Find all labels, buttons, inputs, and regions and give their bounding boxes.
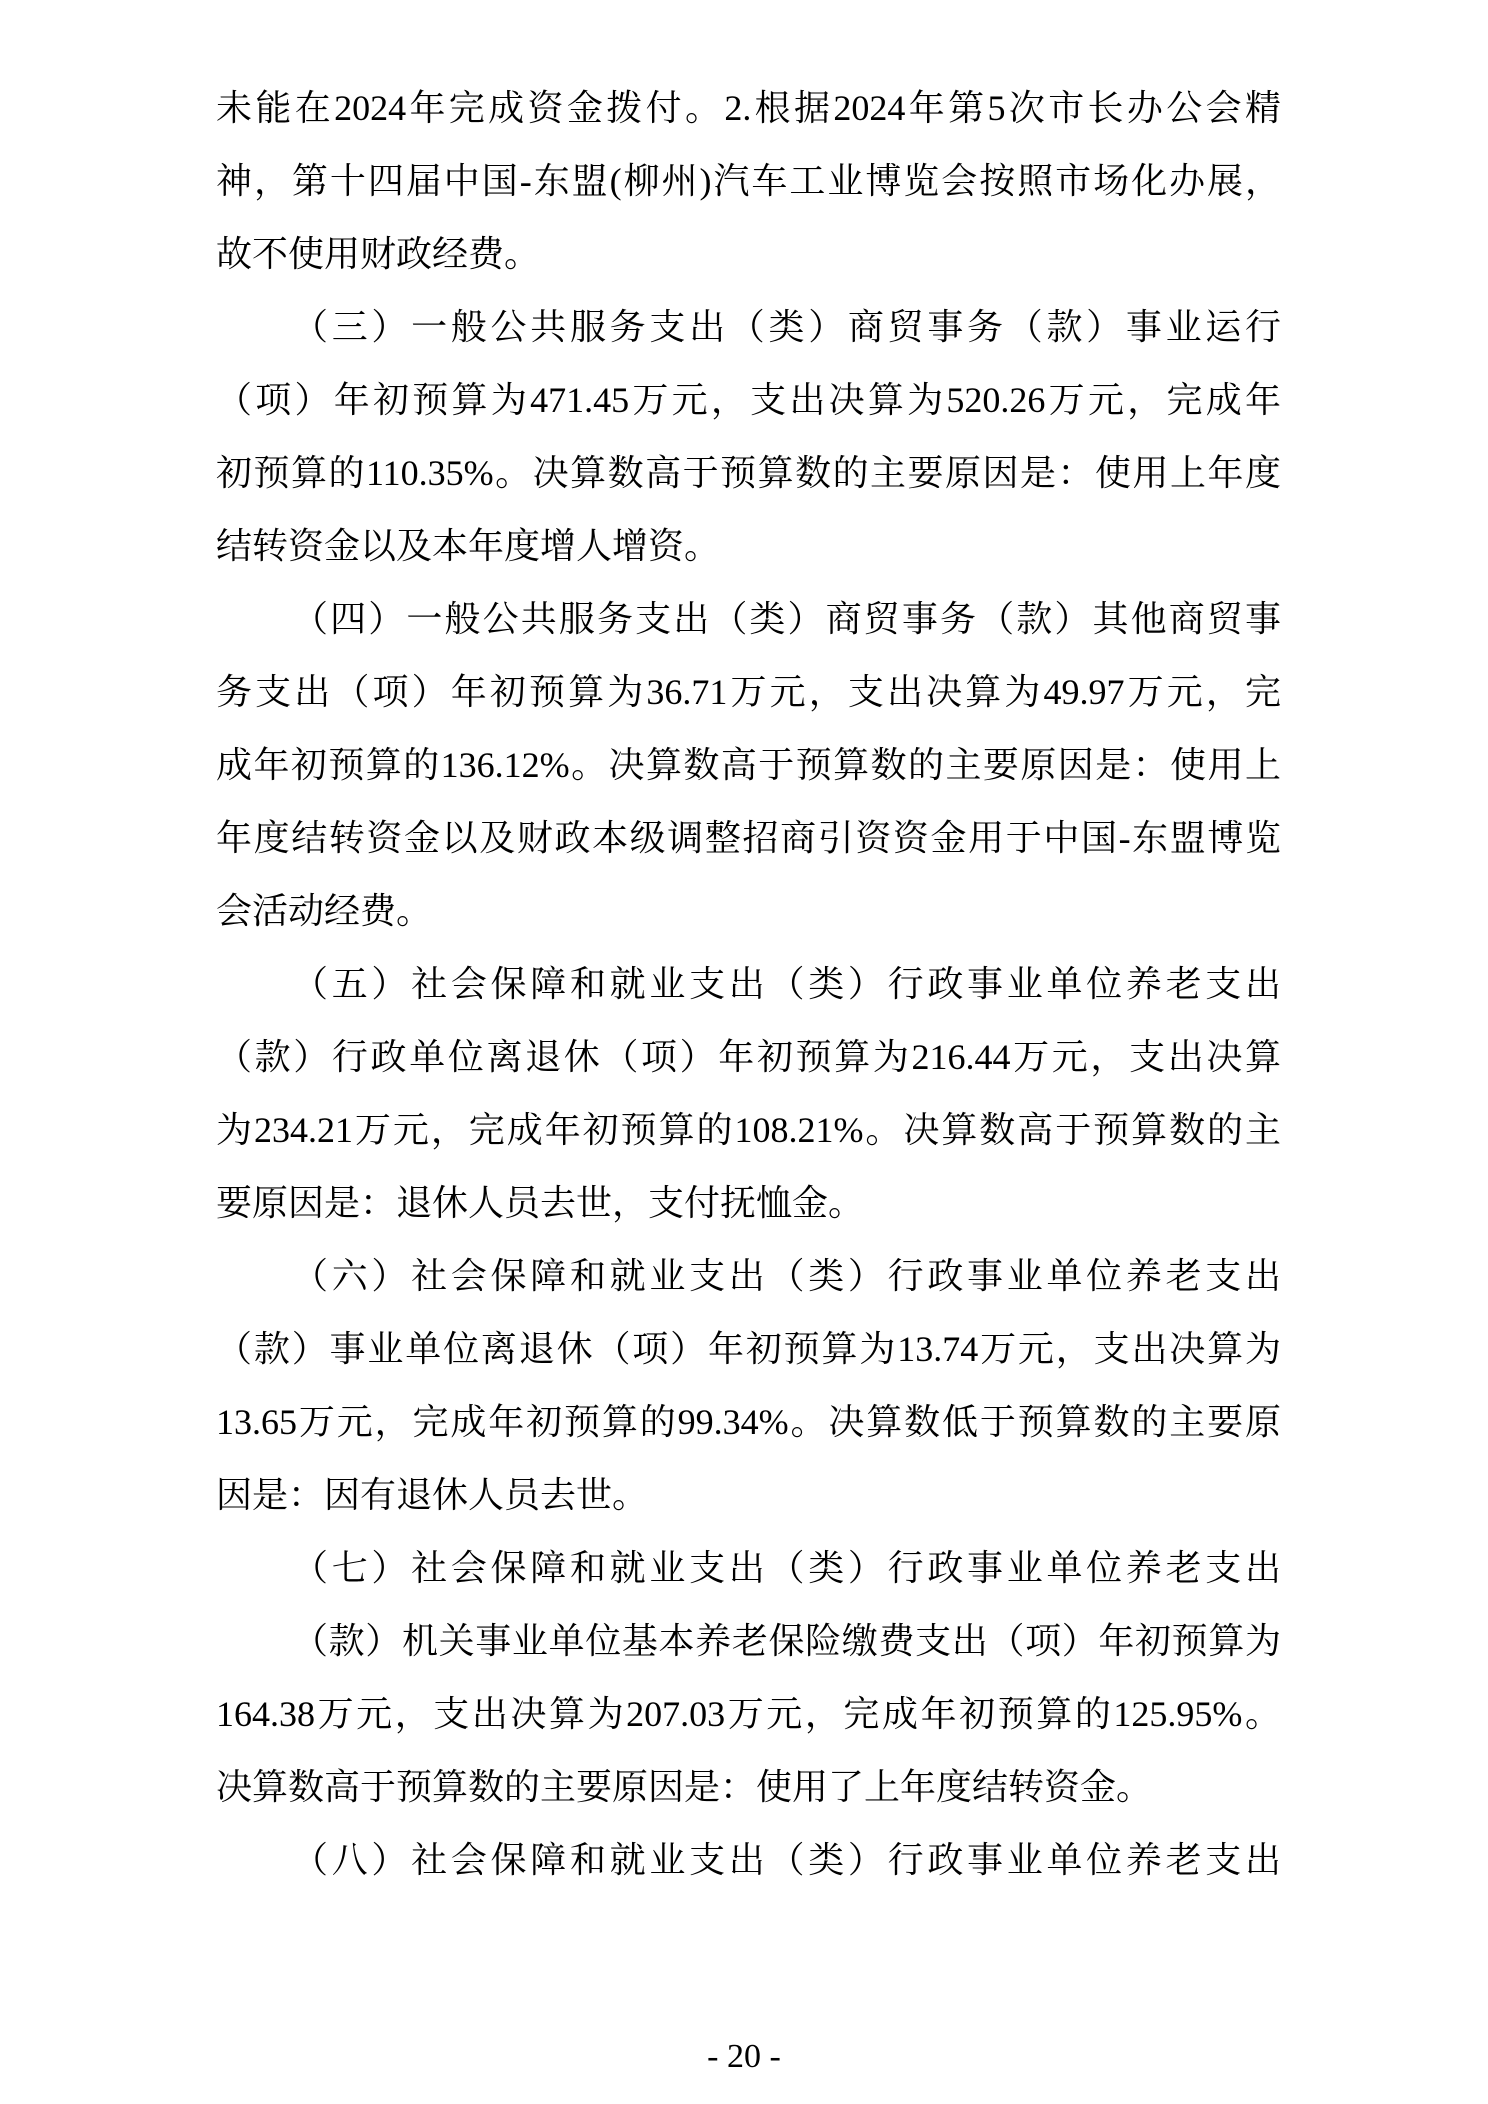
text-line: 决算数高于预算数的主要原因是：使用了上年度结转资金。 <box>216 1767 1153 1807</box>
text-line: 故不使用财政经费。 <box>216 234 541 274</box>
text-line: （三）一般公共服务支出（类）商贸事务（款）事业运行 <box>292 307 1281 347</box>
text-line: （款）机关事业单位基本养老保险缴费支出（项）年初预算为 <box>292 1621 1281 1661</box>
text-line: 初预算的110.35%。决算数高于预算数的主要原因是：使用上年度 <box>216 453 1281 493</box>
text-line: （款）行政单位离退休（项）年初预算为216.44万元，支出决算 <box>216 1037 1281 1077</box>
text-line: （七）社会保障和就业支出（类）行政事业单位养老支出 <box>292 1548 1281 1588</box>
text-line: 因是：因有退休人员去世。 <box>216 1475 649 1515</box>
text-line: （八）社会保障和就业支出（类）行政事业单位养老支出 <box>292 1840 1281 1880</box>
text-line: 成年初预算的136.12%。决算数高于预算数的主要原因是：使用上 <box>216 745 1281 785</box>
text-line: 为234.21万元，完成年初预算的108.21%。决算数高于预算数的主 <box>216 1110 1281 1150</box>
document-body <box>216 72 1281 1897</box>
text-line: 结转资金以及本年度增人增资。 <box>216 526 721 566</box>
text-line: （款）事业单位离退休（项）年初预算为13.74万元，支出决算为 <box>216 1329 1281 1369</box>
text-line: 164.38万元，支出决算为207.03万元，完成年初预算的125.95%。 <box>216 1694 1281 1734</box>
text-line: 会活动经费。 <box>216 891 433 931</box>
page-number: - 20 - <box>707 2038 781 2075</box>
text-line: 神，第十四届中国-东盟(柳州)汽车工业博览会按照市场化办展， <box>216 161 1281 201</box>
text-line: （项）年初预算为471.45万元，支出决算为520.26万元，完成年 <box>216 380 1281 420</box>
text-line: （四）一般公共服务支出（类）商贸事务（款）其他商贸事 <box>292 599 1281 639</box>
text-line: 13.65万元，完成年初预算的99.34%。决算数低于预算数的主要原 <box>216 1402 1281 1442</box>
text-line: 务支出（项）年初预算为36.71万元，支出决算为49.97万元，完 <box>216 672 1281 712</box>
text-line: 未能在2024年完成资金拨付。2.根据2024年第5次市长办公会精 <box>216 88 1281 128</box>
text-line: 要原因是：退休人员去世，支付抚恤金。 <box>216 1183 865 1223</box>
text-line: 年度结转资金以及财政本级调整招商引资资金用于中国-东盟博览 <box>216 818 1281 858</box>
text-line: （五）社会保障和就业支出（类）行政事业单位养老支出 <box>292 964 1281 1004</box>
text-line: （六）社会保障和就业支出（类）行政事业单位养老支出 <box>292 1256 1281 1296</box>
